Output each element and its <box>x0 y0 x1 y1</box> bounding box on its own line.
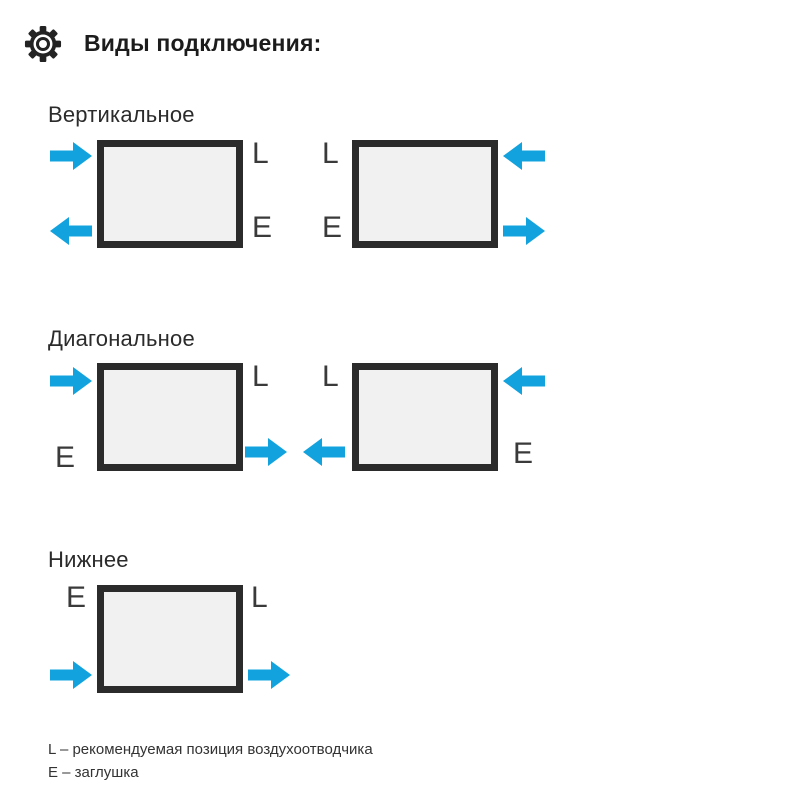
flow-arrow-outlet-right-icon <box>503 217 545 245</box>
label-air-vent: L <box>251 581 268 614</box>
section-title-diagonal: Диагональное <box>48 326 195 351</box>
legend-line-air-vent: L – рекомендуемая позиция воздухоотводчика <box>48 741 373 758</box>
label-plug: E <box>55 441 76 474</box>
radiator-box <box>97 140 243 248</box>
label-plug: E <box>252 211 273 244</box>
flow-arrow-outlet-right-icon <box>248 661 290 689</box>
label-plug: E <box>66 581 87 614</box>
section-title-vertical: Вертикальное <box>48 102 195 127</box>
flow-arrow-outlet-right-icon <box>245 438 287 466</box>
flow-arrow-outlet-left-icon <box>50 217 92 245</box>
gear-icon <box>24 25 62 63</box>
radiator-box <box>352 140 498 248</box>
flow-arrow-inlet-right-icon <box>50 142 92 170</box>
page-title: Виды подключения: <box>84 30 322 56</box>
label-air-vent: L <box>322 137 339 170</box>
radiator-box <box>97 585 243 693</box>
radiator-box <box>352 363 498 471</box>
flow-arrow-outlet-left-icon <box>303 438 345 466</box>
radiator-box <box>97 363 243 471</box>
label-air-vent: L <box>322 360 339 393</box>
label-air-vent: L <box>252 137 269 170</box>
flow-arrow-inlet-right-icon <box>50 367 92 395</box>
flow-arrow-inlet-right-icon <box>50 661 92 689</box>
label-plug: E <box>322 211 343 244</box>
label-air-vent: L <box>252 360 269 393</box>
legend <box>48 738 373 784</box>
section-title-bottom: Нижнее <box>48 547 129 572</box>
flow-arrow-inlet-left-icon <box>503 367 545 395</box>
legend-line-plug: E – заглушка <box>48 764 139 781</box>
flow-arrow-inlet-left-icon <box>503 142 545 170</box>
label-plug: E <box>513 437 534 470</box>
